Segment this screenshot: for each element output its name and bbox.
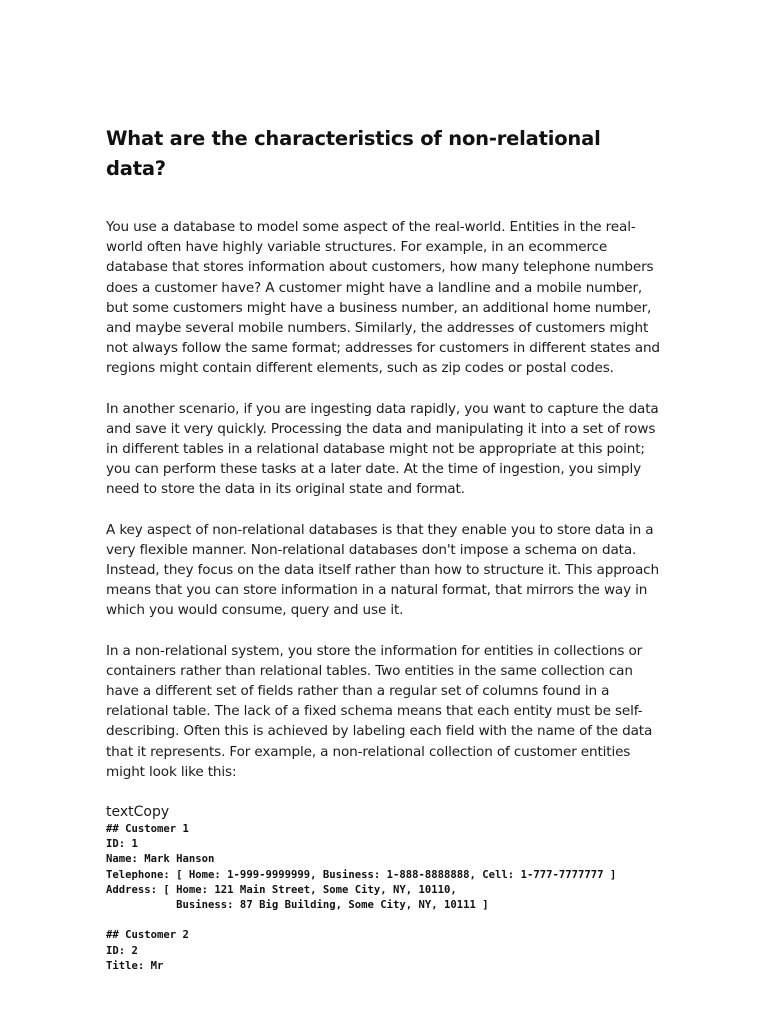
code-line: Telephone: [ Home: 1-999-9999999, Business: 1-888-8888888, Cell: 1-777-7777777 ] bbox=[106, 868, 617, 881]
paragraph-4: In a non-relational system, you store the information for entities in collections or containers rather than relational tables. Two entities in the same collection can have a different set of fields rather than a regular set of columns found in a relational table. The lack of a fixed schema means that each entity must be self-describing. Often this is achieved by labeling each field with the name of the data that it represents. For example, a non-relational collection of customer entities might look like this: bbox=[106, 642, 653, 780]
code-line bbox=[106, 913, 666, 928]
paragraph-3: A key aspect of non-relational databases is that they enable you to store data in a very flexible manner. Non-relational databases don't impose a schema on data. Instead, they focus on the data itself rather than how to structure it. This approach means that you can store information in a natural format, that mirrors the way in which you would consume, query and use it. bbox=[106, 521, 659, 619]
code-block bbox=[106, 822, 666, 974]
code-line: Address: [ Home: 121 Main Street, Some City, NY, 10110, bbox=[106, 883, 457, 896]
code-line: ## Customer 2 bbox=[106, 929, 189, 942]
document-body bbox=[106, 124, 666, 974]
page-title: What are the characteristics of non-relational data? bbox=[106, 127, 601, 180]
code-line: Name: Mark Hanson bbox=[106, 853, 215, 866]
code-line: Business: 87 Big Building, Some City, NY, 10111 ] bbox=[106, 899, 489, 912]
paragraph-1: You use a database to model some aspect of the real-world. Entities in the real-world often have highly variable structures. For example, in an ecommerce database that stores information about customers, how many telephone numbers does a customer have? A customer might have a landline and a mobile number, but some customers might have a business number, an additional home number, and maybe several mobile numbers. Similarly, the addresses of customers might not always follow the same format; addresses for customers in different states and regions might contain different elements, such as zip codes or postal codes. bbox=[106, 219, 660, 377]
paragraph-2: In another scenario, if you are ingesting data rapidly, you want to capture the data and save it very quickly. Processing the data and manipulating it into a set of rows in different tables in a relational database might not be appropriate at this point; you can perform these tasks at a later date. At the time of ingestion, you simply need to store the data in its original state and format. bbox=[106, 400, 659, 498]
code-block-label: textCopy bbox=[106, 804, 170, 821]
code-line: Title: Mr bbox=[106, 959, 164, 972]
code-line: ## Customer 1 bbox=[106, 823, 189, 836]
code-line: ID: 1 bbox=[106, 838, 138, 851]
code-line: ID: 2 bbox=[106, 944, 138, 957]
